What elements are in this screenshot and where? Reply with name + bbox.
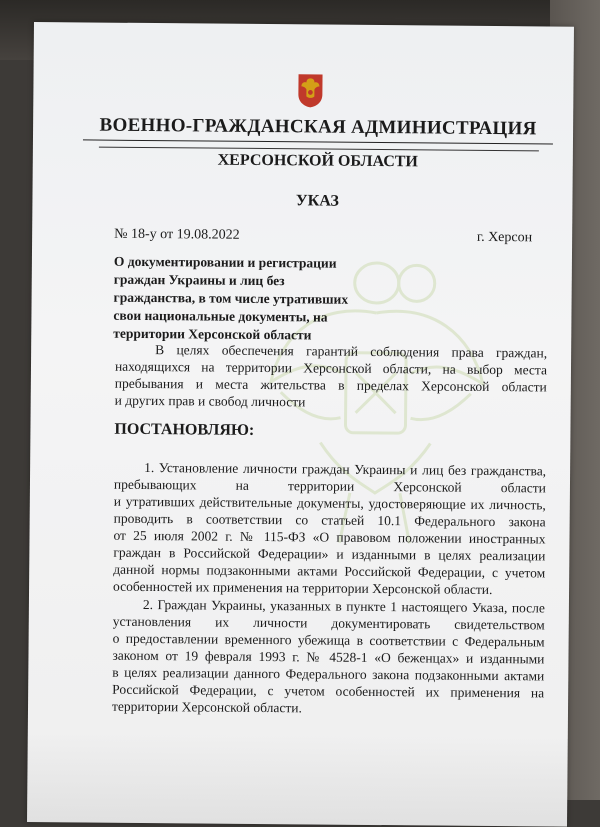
item-1-line: пребывающих на территории Херсонской области: [113, 476, 547, 496]
preamble-paragraph: [115, 341, 548, 413]
organization-subtitle: ХЕРСОНСКОЙ ОБЛАСТИ: [217, 151, 418, 171]
document-subject: [113, 253, 382, 345]
preamble-line: находящихся на территории Херсонской области, на выбор места: [114, 358, 548, 378]
item-1-line: граждан в Российской Федерации» и изданными в целях реализации: [113, 544, 546, 564]
organization-title: ВОЕННО-ГРАЖДАНСКАЯ АДМИНИСТРАЦИЯ: [83, 114, 553, 144]
item-2-line: Российской Федерации, с учетом особенностей их применения на: [112, 681, 545, 701]
decree-heading: ПОСТАНОВЛЯЮ:: [114, 420, 255, 439]
document-city: г. Херсон: [476, 229, 533, 246]
item-1-line: данной нормы подзаконными актами Российской Федерации, с учетом: [113, 561, 546, 581]
paper-shadow: [27, 732, 568, 827]
subject-line: территории Херсонской области: [113, 325, 312, 343]
item-2-line: 2. Граждан Украины, указанных в пункте 1 настоящего Указа, после: [142, 596, 545, 616]
subject-line: граждан Украины и лиц без: [113, 271, 285, 289]
preamble-line: пребывания и места жительства в пределах Херсонской области: [114, 375, 547, 395]
subject-line: О документировании и регистрации: [113, 253, 337, 271]
document-type: УКАЗ: [295, 192, 339, 210]
russian-coat-of-arms-icon: [296, 72, 324, 108]
item-2-line: в целях реализации данного Федерального закона подзаконными актами: [112, 664, 545, 684]
item-2-line: территории Херсонской области.: [111, 698, 302, 716]
document-sheet: [27, 22, 574, 827]
document-number-date: № 18-у от 19.08.2022: [114, 226, 240, 243]
preamble-line: В целях обеспечения гарантий соблюдения права граждан,: [155, 342, 548, 361]
decree-items: [112, 459, 546, 719]
subject-line: гражданства, в том числе утративших: [113, 289, 349, 307]
item-1-line: проводить в соответствии со статьей 10.1 Федерального закона: [113, 510, 546, 530]
item-1-line: и утративших действительные документы, удостоверяющие их личность,: [113, 493, 546, 513]
item-1-line: особенностей их применения на территории Херсонской области.: [113, 578, 493, 598]
item-1-line: 1. Установление личности граждан Украины и лиц без гражданства,: [144, 459, 547, 479]
subject-line: свои национальные документы, на: [113, 307, 328, 325]
item-1-line: от 25 июля 2002 г. № 115-ФЗ «О правовом положении иностранных: [113, 527, 546, 547]
item-2-line: установления их личности документировать свидетельством: [112, 613, 545, 633]
preamble-line: и других прав и свобод личности: [114, 392, 306, 410]
item-2-line: законом от 19 февраля 1993 г. № 4528-1 «О беженцах» и изданными: [112, 647, 545, 667]
item-2-line: о предоставлении временного убежища в соответствии с Федеральным: [112, 630, 545, 650]
